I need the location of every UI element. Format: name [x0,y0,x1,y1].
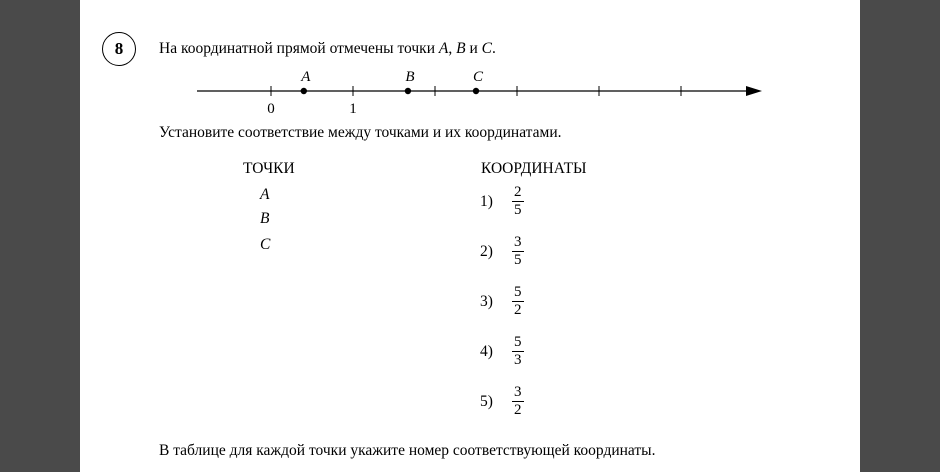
numerator: 5 [514,284,522,300]
number-line-label-c: C [472,69,484,85]
number-line-label-b: B [405,69,415,85]
numerator: 5 [514,334,522,350]
coord-option-5 [480,384,524,419]
points-header: ТОЧКИ [243,160,295,177]
fraction [512,184,524,219]
intro-point-b: B [456,40,466,57]
denominator: 3 [514,352,522,368]
coord-option-2 [480,234,524,269]
intro-text: На координатной прямой отмечены точки [159,40,439,57]
tick-label-zero: 0 [267,101,275,117]
denominator: 2 [514,302,522,318]
coords-header: КООРДИНАТЫ [481,160,587,177]
fraction [512,234,524,269]
intro-point-a: A [438,40,449,57]
number-line-point-c [473,88,479,94]
intro-sep-1: , [448,40,457,57]
point-row-a: A [260,186,270,203]
number-line-arrow [746,86,762,96]
fraction [512,334,524,369]
option-number: 5) [480,392,493,410]
coord-option-1 [480,184,524,219]
fraction [512,384,524,419]
fraction [512,284,524,319]
numerator: 3 [514,234,522,250]
number-line-point-a [301,88,307,94]
question-number: 8 [114,39,124,58]
numerator: 2 [514,184,522,200]
footer-instruction: В таблице для каждой точки укажите номер соответствующей координаты. [159,442,656,459]
number-line-point-b [405,88,411,94]
intro-sep-2: и [465,40,482,57]
option-number: 4) [480,342,493,360]
denominator: 5 [514,252,522,268]
number-line-label-a: A [301,69,311,85]
option-number: 3) [480,292,493,310]
number-line [0,0,940,130]
intro-point-c: C [481,40,492,57]
option-number: 2) [480,242,493,260]
option-number: 1) [480,192,493,210]
numerator: 3 [514,384,522,400]
point-row-b: B [260,210,270,227]
tick-label-one: 1 [349,101,357,117]
coord-option-3 [480,284,524,319]
intro-period: . [491,40,496,57]
denominator: 2 [514,402,522,418]
denominator: 5 [514,202,522,218]
coord-option-4 [480,334,524,369]
instruction-text: Установите соответствие между точками и их координатами. [159,124,562,141]
point-row-c: C [260,236,271,253]
